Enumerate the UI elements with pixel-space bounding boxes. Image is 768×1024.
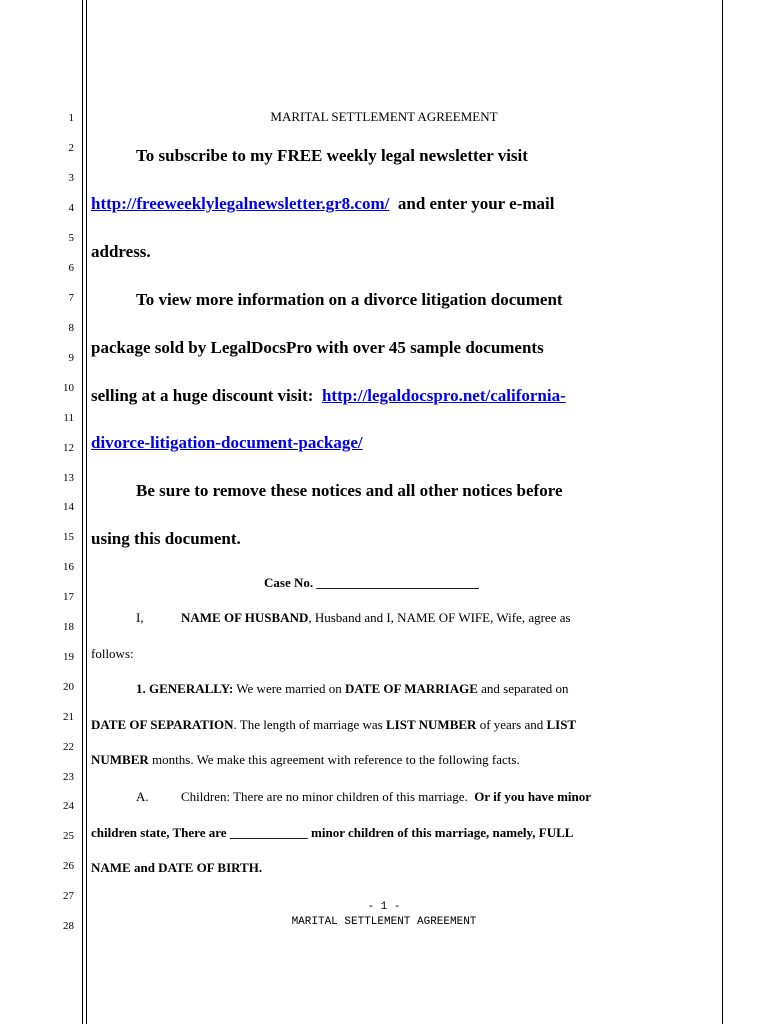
- line-number: 7: [68, 292, 74, 304]
- line-number: 28: [63, 920, 74, 932]
- package-notice-text: selling at a huge discount visit:: [91, 386, 314, 405]
- package-notice-line1: To view more information on a divorce litigation document: [136, 290, 563, 309]
- package-notice-line2: package sold by LegalDocsPro with over 45 sample documents: [91, 338, 544, 357]
- date-of-marriage: DATE OF MARRIAGE: [345, 681, 478, 696]
- children-line1: [136, 789, 591, 805]
- page-number: - 1 -: [367, 901, 401, 913]
- generally-text3: . The length of marriage was: [233, 717, 386, 732]
- line-number: 6: [68, 262, 74, 274]
- parties-i: I,: [136, 610, 144, 625]
- line-number: 23: [63, 771, 74, 783]
- line-number: 4: [68, 202, 74, 214]
- list-number-years: LIST NUMBER: [386, 717, 477, 732]
- number-word: NUMBER: [91, 752, 149, 767]
- line-number: 21: [63, 711, 74, 723]
- line-number: 13: [63, 472, 74, 484]
- children-line2: children state, There are ____________ minor children of this marriage, namely, FULL: [91, 825, 574, 840]
- parties-line1: [136, 610, 571, 626]
- package-notice-line3: [91, 386, 566, 406]
- line-number: 15: [63, 531, 74, 543]
- line-number: 27: [63, 890, 74, 902]
- remove-notice-line1: Be sure to remove these notices and all other notices before: [136, 481, 563, 500]
- list-word: LIST: [546, 717, 577, 732]
- line-number: 2: [68, 142, 74, 154]
- line-number: 20: [63, 681, 74, 693]
- document-title: MARITAL SETTLEMENT AGREEMENT: [270, 109, 498, 124]
- children-label: A.: [136, 789, 149, 804]
- newsletter-link[interactable]: http://freeweeklylegalnewsletter.gr8.com/: [91, 194, 390, 213]
- parties-rest: , Husband and I, NAME OF WIFE, Wife, agree as: [308, 610, 571, 625]
- line-number: 12: [63, 442, 74, 454]
- line-number: 3: [68, 172, 74, 184]
- footer-title: MARITAL SETTLEMENT AGREEMENT: [291, 916, 477, 928]
- line-number: 25: [63, 830, 74, 842]
- left-margin-rule-inner: [86, 0, 87, 1024]
- line-number: 19: [63, 651, 74, 663]
- package-notice-line4: [91, 433, 363, 453]
- generally-text2: and separated on: [477, 681, 569, 696]
- line-number: 14: [63, 501, 74, 513]
- package-link-part1[interactable]: http://legaldocspro.net/california-: [321, 386, 566, 405]
- line-number: 17: [63, 591, 74, 603]
- newsletter-notice-line2: [91, 194, 554, 214]
- generally-line1: [136, 681, 569, 697]
- line-number: 10: [63, 382, 74, 394]
- newsletter-notice-line3: address.: [91, 242, 151, 261]
- left-margin-rule-outer: [82, 0, 83, 1024]
- generally-text4: of years and: [476, 717, 547, 732]
- husband-name: NAME OF HUSBAND: [181, 610, 309, 625]
- line-number: 11: [63, 412, 74, 424]
- remove-notice-line2: using this document.: [91, 529, 241, 548]
- line-number: 5: [68, 232, 74, 244]
- generally-text1: We were married on: [233, 681, 345, 696]
- newsletter-notice-tail: and enter your e-mail: [397, 194, 555, 213]
- generally-text5: months. We make this agreement with reference to the following facts.: [148, 752, 520, 767]
- line-number: 18: [63, 621, 74, 633]
- newsletter-notice-line1: To subscribe to my FREE weekly legal newsletter visit: [136, 146, 528, 165]
- generally-line2: [91, 717, 576, 733]
- line-number: 16: [63, 561, 74, 573]
- line-number: 22: [63, 741, 74, 753]
- generally-heading: 1. GENERALLY:: [136, 681, 234, 696]
- children-line3: NAME and DATE OF BIRTH.: [91, 860, 263, 875]
- generally-line3: [91, 752, 520, 768]
- children-instruction: Or if you have minor: [474, 789, 592, 804]
- parties-line2: follows:: [91, 646, 134, 661]
- line-number: 9: [68, 352, 74, 364]
- line-number: 26: [63, 860, 74, 872]
- date-of-separation: DATE OF SEPARATION: [91, 717, 234, 732]
- line-number: 24: [63, 800, 74, 812]
- line-number: 8: [68, 322, 74, 334]
- case-number: Case No. _________________________: [264, 575, 479, 590]
- package-link-part2[interactable]: divorce-litigation-document-package/: [91, 433, 363, 452]
- children-text: Children: There are no minor children of this marriage.: [181, 789, 468, 804]
- right-margin-rule: [722, 0, 723, 1024]
- line-number: 1: [68, 112, 74, 124]
